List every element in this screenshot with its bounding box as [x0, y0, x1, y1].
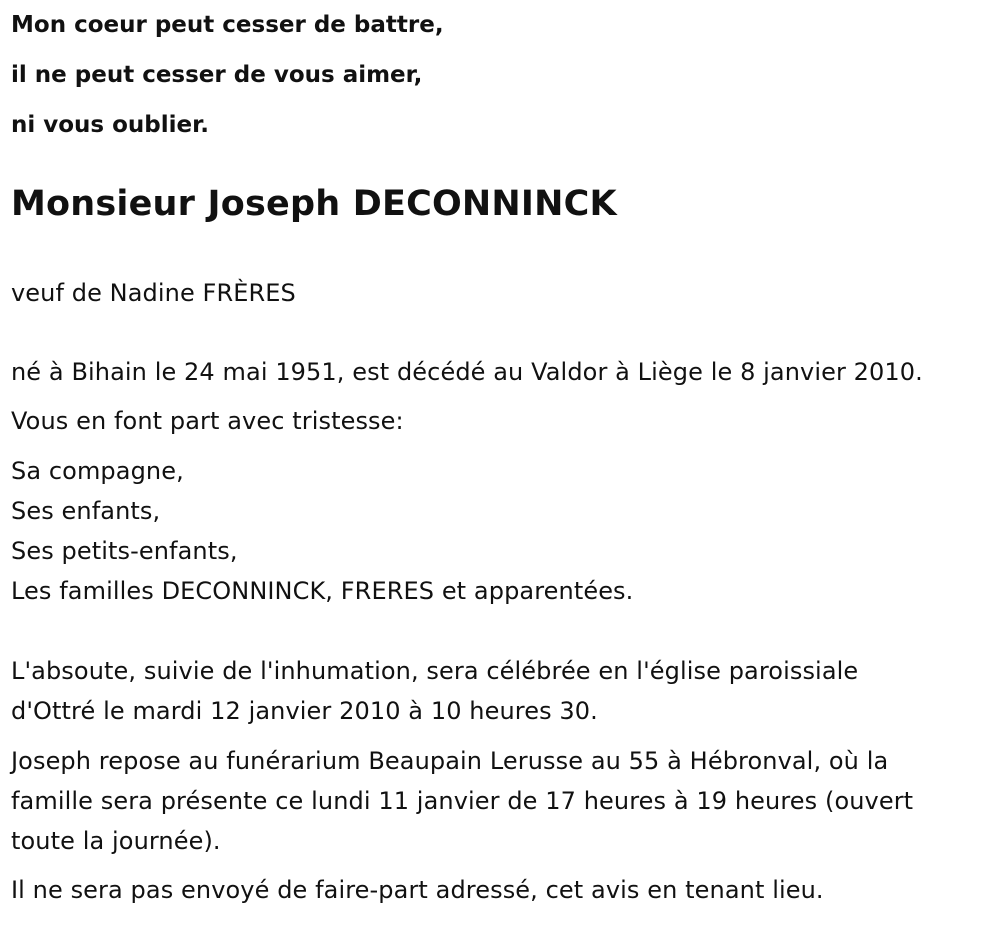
family-line-1: Sa compagne,: [11, 457, 184, 485]
closing-note: Il ne sera pas envoyé de faire-part adressé, cet avis en tenant lieu.: [11, 876, 824, 904]
spouse-line: veuf de Nadine FRÈRES: [11, 279, 296, 307]
birth-death-line: né à Bihain le 24 mai 1951, est décédé au Valdor à Liège le 8 janvier 2010.: [11, 358, 923, 386]
announcement-intro: Vous en font part avec tristesse:: [11, 407, 404, 435]
family-line-2: Ses enfants,: [11, 497, 161, 525]
viewing-line-2: famille sera présente ce lundi 11 janvier de 17 heures à 19 heures (ouvert: [11, 787, 914, 815]
family-line-3: Ses petits-enfants,: [11, 537, 238, 565]
family-line-4: Les familles DECONNINCK, FRERES et apparentées.: [11, 577, 634, 605]
viewing-line-3: toute la journée).: [11, 827, 221, 855]
viewing-line-1: Joseph repose au funérarium Beaupain Lerusse au 55 à Hébronval, où la: [11, 747, 889, 775]
ceremony-line-2: d'Ottré le mardi 12 janvier 2010 à 10 heures 30.: [11, 697, 598, 725]
epigraph-line-3: ni vous oublier.: [11, 112, 209, 138]
epigraph-line-1: Mon coeur peut cesser de battre,: [11, 12, 444, 38]
ceremony-line-1: L'absoute, suivie de l'inhumation, sera célébrée en l'église paroissiale: [11, 657, 859, 685]
epigraph-line-2: il ne peut cesser de vous aimer,: [11, 62, 423, 88]
deceased-name: Monsieur Joseph DECONNINCK: [11, 184, 617, 224]
